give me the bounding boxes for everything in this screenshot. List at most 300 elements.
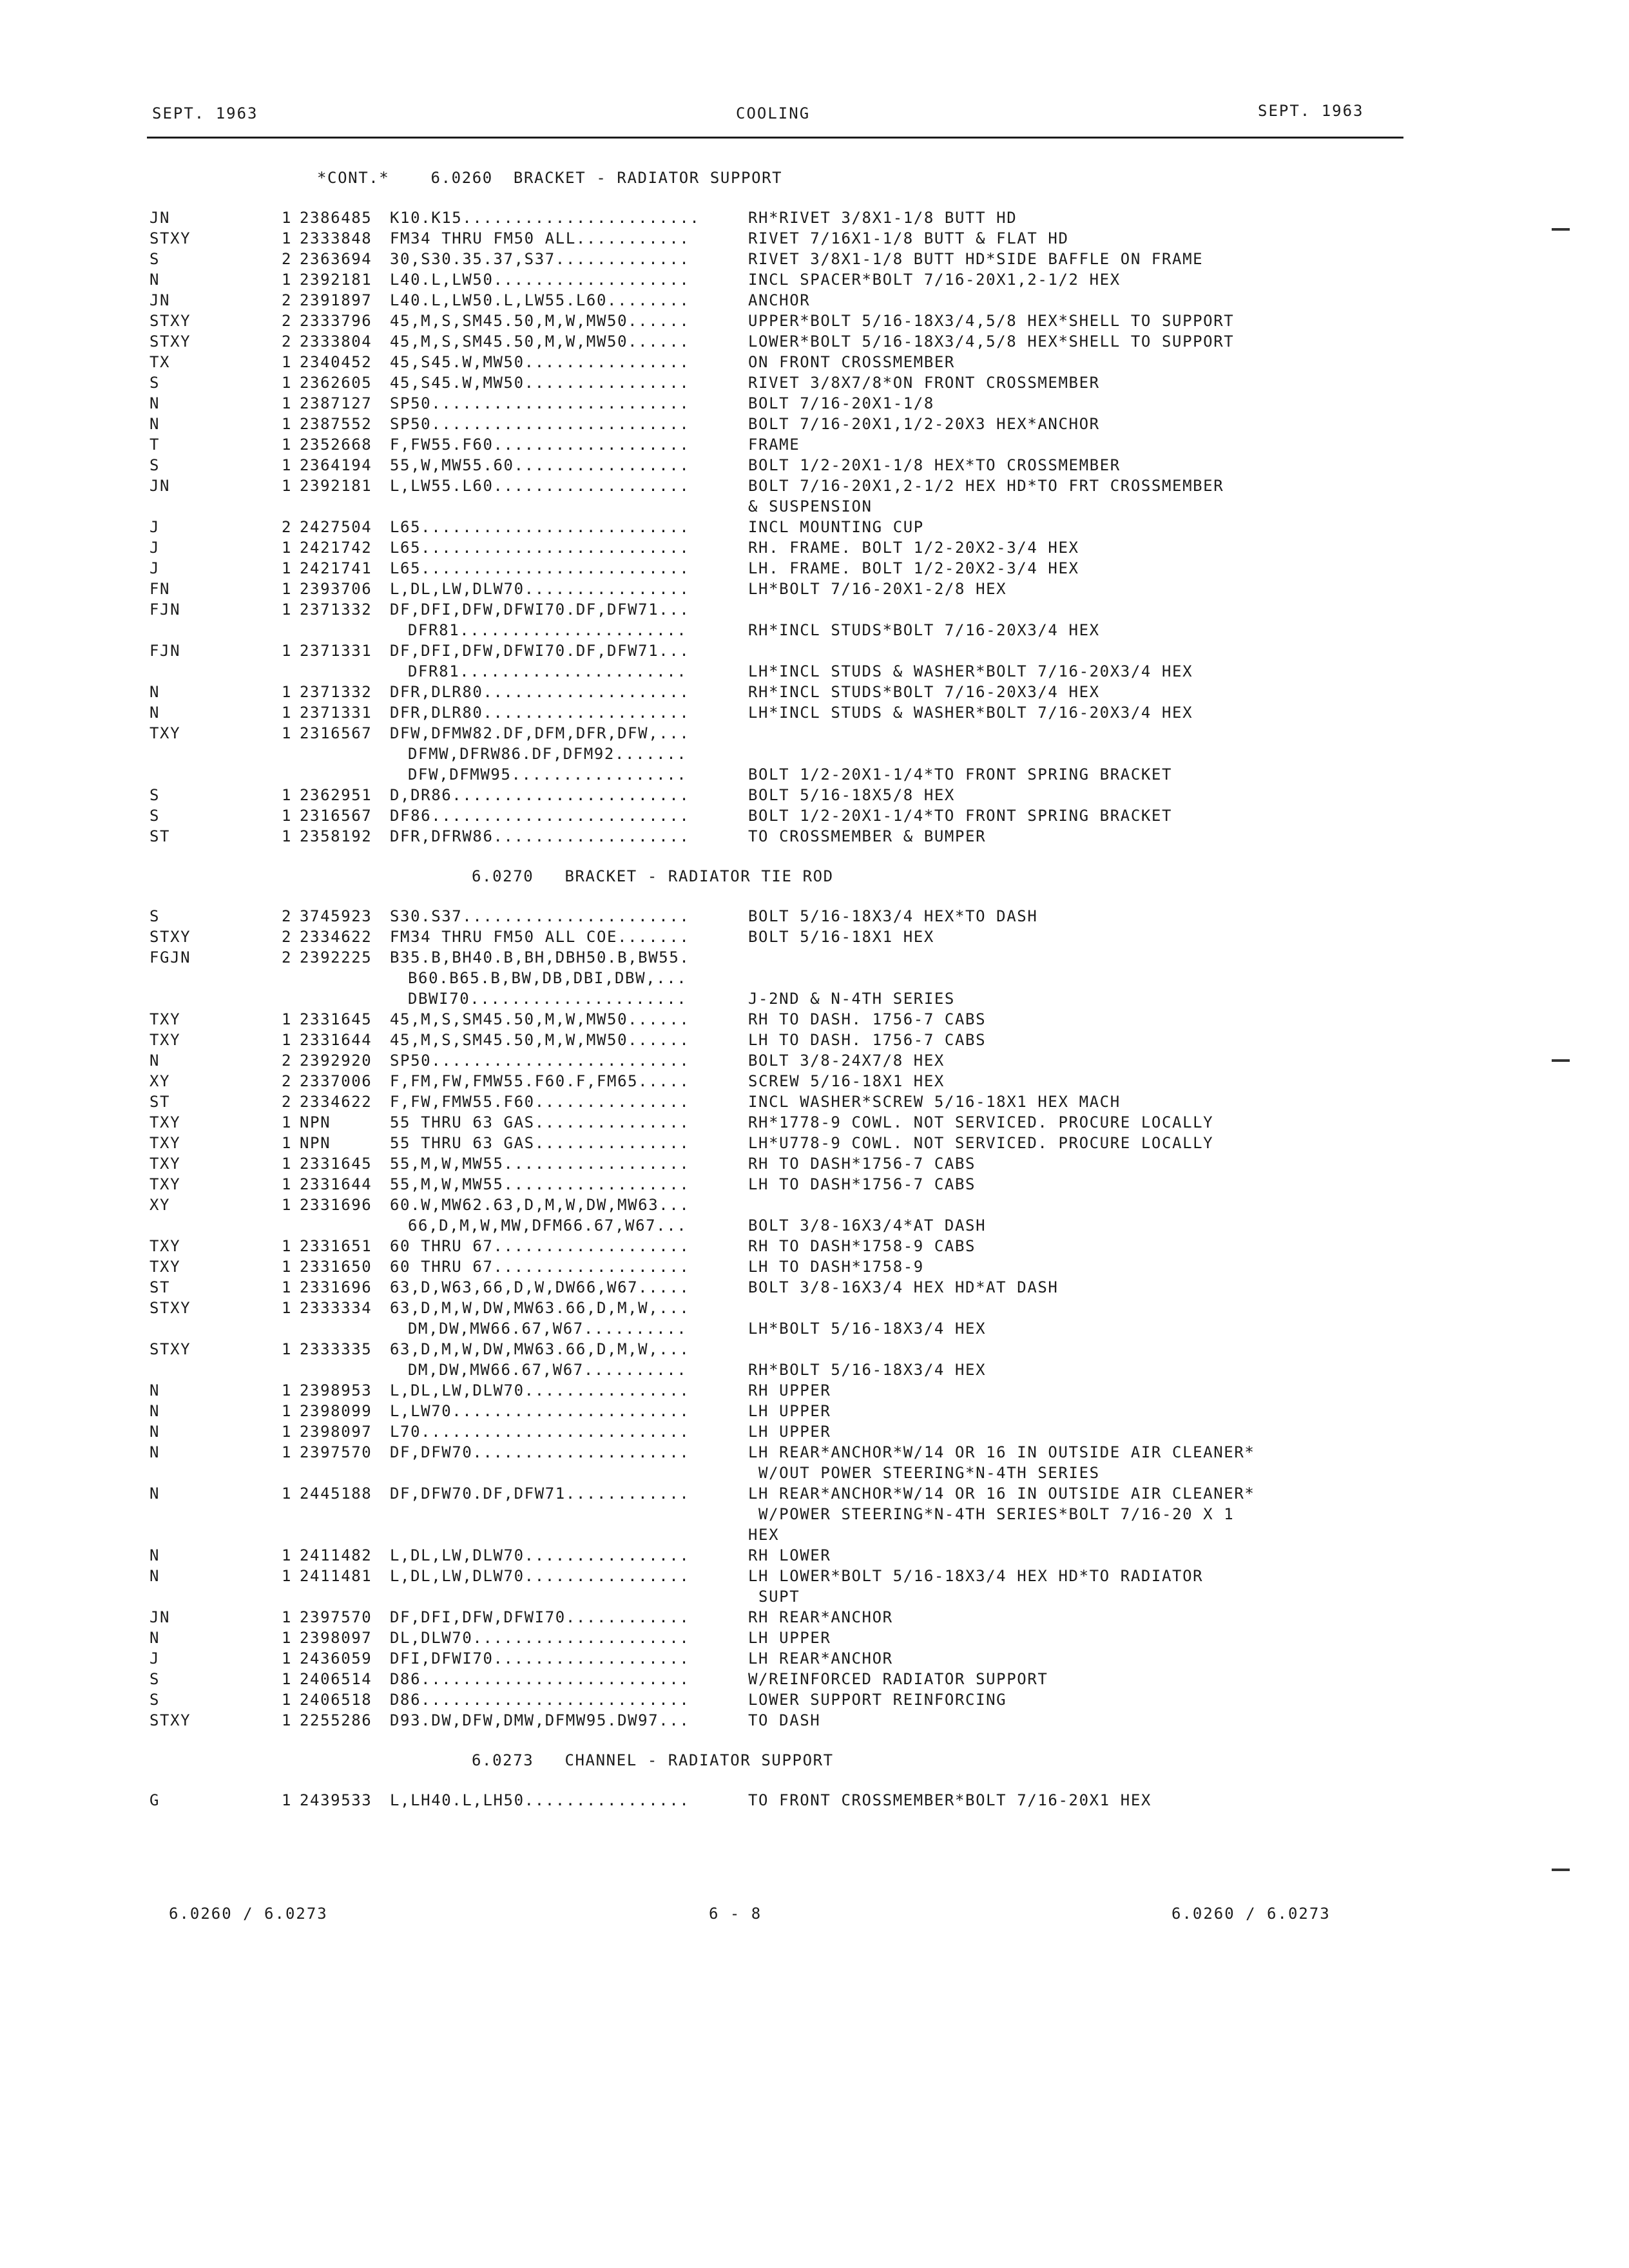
part-number: 2333804 (300, 332, 372, 351)
quantity: 1 (282, 724, 293, 742)
application: 60.W,MW62.63,D,M,W,DW,MW63... (390, 1196, 690, 1214)
part-row (149, 414, 1374, 434)
description: BOLT 1/2-20X1-1/4*TO FRONT SPRING BRACKET (748, 765, 1173, 783)
description (748, 1298, 1374, 1318)
application: DF,DFW70..................... (390, 1443, 690, 1461)
part-number: 2352668 (300, 436, 372, 454)
model-code (149, 1524, 282, 1545)
part-number (300, 968, 390, 988)
footer-page-number: 6 - 8 (709, 1905, 762, 1923)
quantity: 1 (282, 1546, 293, 1564)
quantity: 2 (282, 332, 293, 351)
description: LH REAR*ANCHOR (748, 1649, 893, 1667)
quantity: 1 (282, 1031, 293, 1049)
part-number: 2316567 (300, 807, 372, 825)
part-number: 2364194 (300, 456, 372, 474)
description: RH TO DASH. 1756-7 CABS (748, 1010, 987, 1028)
description: BOLT 1/2-20X1-1/8 HEX*TO CROSSMEMBER (748, 456, 1121, 474)
model-code: N (149, 1443, 160, 1461)
model-code: J (149, 1649, 160, 1667)
part-row (149, 496, 1374, 517)
model-code: N (149, 1423, 160, 1441)
description: RH LOWER (748, 1546, 831, 1564)
part-row (149, 661, 1374, 682)
part-row (149, 1009, 1374, 1030)
part-row (149, 1504, 1374, 1524)
model-code: TXY (149, 1113, 181, 1131)
part-number: 2371331 (300, 704, 372, 722)
quantity: 1 (282, 1567, 293, 1585)
quantity: 1 (282, 1443, 293, 1461)
quantity: 1 (282, 353, 293, 371)
parts-listing (149, 168, 1374, 1811)
part-row (149, 311, 1374, 331)
description: LH UPPER (748, 1402, 831, 1420)
description: LH*INCL STUDS & WASHER*BOLT 7/16-20X3/4 HEX (748, 704, 1193, 722)
model-code: TX (149, 353, 171, 371)
description: LOWER SUPPORT REINFORCING (748, 1691, 1007, 1709)
model-code (149, 1586, 282, 1607)
part-number: 2421741 (300, 559, 372, 577)
description: SUPT (748, 1588, 800, 1606)
quantity: 1 (282, 580, 293, 598)
part-number: 2398097 (300, 1423, 372, 1441)
description: ON FRONT CROSSMEMBER (748, 353, 955, 371)
application: DF86......................... (390, 807, 690, 825)
part-row (149, 1648, 1374, 1669)
model-code (149, 661, 282, 682)
section-title: 6.0273 CHANNEL - RADIATOR SUPPORT (472, 1751, 834, 1769)
part-row (149, 906, 1374, 927)
application: 45,M,S,SM45.50,M,W,MW50...... (390, 1031, 690, 1049)
part-number: 2387552 (300, 415, 372, 433)
part-number: 2436059 (300, 1649, 372, 1667)
application: F,FW55.F60................... (390, 436, 690, 454)
part-row (149, 1442, 1374, 1463)
model-code: STXY (149, 229, 191, 247)
part-number: 2333334 (300, 1299, 372, 1317)
model-code (149, 1504, 282, 1524)
description: LH*BOLT 7/16-20X1-2/8 HEX (748, 580, 1007, 598)
application: L,DL,LW,DLW70................ (390, 580, 690, 598)
model-code (149, 1215, 282, 1236)
part-row (149, 1628, 1374, 1648)
part-row (149, 764, 1374, 785)
catalog-section (149, 168, 1374, 866)
quantity: 1 (282, 1791, 293, 1809)
part-row (149, 805, 1374, 826)
quantity: 1 (282, 1485, 293, 1503)
application: L,DL,LW,DLW70................ (390, 1567, 690, 1585)
footer-range-right: 6.0260 / 6.0273 (1171, 1905, 1331, 1923)
description: SCREW 5/16-18X1 HEX (748, 1072, 945, 1090)
model-code: FJN (149, 642, 181, 660)
quantity (282, 744, 300, 764)
part-number: 2391897 (300, 291, 372, 309)
part-number (300, 1504, 390, 1524)
application: B60.B65.B,BW,DB,DBI,DBW,... (408, 969, 688, 987)
model-code: XY (149, 1072, 171, 1090)
part-row (149, 455, 1374, 476)
part-number (300, 764, 390, 785)
part-number: 2334622 (300, 928, 372, 946)
margin-tick-mark (1552, 1869, 1570, 1871)
description: INCL WASHER*SCREW 5/16-18X1 HEX MACH (748, 1093, 1121, 1111)
description (748, 968, 1374, 988)
quantity: 1 (282, 1258, 293, 1276)
part-row (149, 1030, 1374, 1050)
description (748, 1195, 1374, 1215)
part-number: NPN (300, 1113, 331, 1131)
part-number: 2439533 (300, 1791, 372, 1809)
description: W/OUT POWER STEERING*N-4TH SERIES (748, 1464, 1100, 1482)
part-number: 2331645 (300, 1155, 372, 1173)
spacer (149, 847, 1374, 866)
application: L40.L,LW50.L,LW55.L60........ (390, 291, 690, 309)
part-number: 2362605 (300, 374, 372, 392)
model-code: G (149, 1791, 160, 1809)
quantity: 1 (282, 1649, 293, 1667)
part-number: 2406518 (300, 1691, 372, 1709)
margin-tick-mark (1552, 1059, 1570, 1062)
application: DL,DLW70..................... (390, 1629, 690, 1647)
application: D86.......................... (390, 1691, 690, 1709)
model-code: N (149, 704, 160, 722)
part-row (149, 1483, 1374, 1504)
application (390, 1524, 748, 1545)
part-row (149, 1153, 1374, 1174)
part-row (149, 1669, 1374, 1689)
part-number: 2392920 (300, 1052, 372, 1070)
description (748, 744, 1374, 764)
part-number: 2363694 (300, 250, 372, 268)
part-number: 2397570 (300, 1608, 372, 1626)
part-number: 2337006 (300, 1072, 372, 1090)
quantity: 2 (282, 250, 293, 268)
application: DFW,DFMW95................. (408, 765, 688, 783)
application: SP50......................... (390, 394, 690, 412)
part-row (149, 1463, 1374, 1483)
application: L65.......................... (390, 539, 690, 557)
part-number (300, 1524, 390, 1545)
application: 55,M,W,MW55.................. (390, 1175, 690, 1193)
description: BOLT 3/8-16X3/4*AT DASH (748, 1216, 987, 1235)
description: LH REAR*ANCHOR*W/14 OR 16 IN OUTSIDE AIR CLEANER* (748, 1443, 1255, 1461)
description: TO FRONT CROSSMEMBER*BOLT 7/16-20X1 HEX (748, 1791, 1152, 1809)
application: B35.B,BH40.B,BH,DBH50.B,BW55. (390, 948, 690, 966)
part-number: NPN (300, 1134, 331, 1152)
model-code: T (149, 436, 160, 454)
application: DF,DFI,DFW,DFWI70.DF,DFW71... (390, 601, 690, 619)
application: L,DL,LW,DLW70................ (390, 1381, 690, 1399)
catalog-section (149, 1750, 1374, 1811)
model-code: N (149, 1052, 160, 1070)
model-code: ST (149, 827, 171, 845)
model-code: N (149, 394, 160, 412)
application: 45,M,S,SM45.50,M,W,MW50...... (390, 312, 690, 330)
application: 45,S45.W,MW50................ (390, 374, 690, 392)
part-row (149, 1401, 1374, 1421)
application: SP50......................... (390, 1052, 690, 1070)
quantity (282, 968, 300, 988)
model-code (149, 764, 282, 785)
description: W/POWER STEERING*N-4TH SERIES*BOLT 7/16-20 X 1 (748, 1505, 1235, 1523)
description: LH LOWER*BOLT 5/16-18X3/4 HEX HD*TO RADIATOR (748, 1567, 1204, 1585)
model-code (149, 744, 282, 764)
description: RH TO DASH*1758-9 CABS (748, 1237, 976, 1255)
application: DF,DFI,DFW,DFWI70............ (390, 1608, 690, 1626)
description (748, 599, 1374, 620)
model-code: TXY (149, 724, 181, 742)
quantity: 1 (282, 374, 293, 392)
part-row (149, 352, 1374, 372)
part-number: 2371332 (300, 683, 372, 701)
application: FM34 THRU FM50 ALL........... (390, 229, 690, 247)
description: BOLT 1/2-20X1-1/4*TO FRONT SPRING BRACKET (748, 807, 1173, 825)
footer-range-left: 6.0260 / 6.0273 (169, 1905, 328, 1923)
description: TO DASH (748, 1711, 821, 1729)
quantity: 1 (282, 1134, 293, 1152)
part-number: 2397570 (300, 1443, 372, 1461)
model-code: ST (149, 1278, 171, 1296)
part-number (300, 1215, 390, 1236)
description: LH*BOLT 5/16-18X3/4 HEX (748, 1320, 987, 1338)
description: RIVET 3/8X1-1/8 BUTT HD*SIDE BAFFLE ON FRAME (748, 250, 1204, 268)
header-date-right: SEPT. 1963 (1258, 102, 1364, 120)
description: LH. FRAME. BOLT 1/2-20X2-3/4 HEX (748, 559, 1079, 577)
model-code (149, 988, 282, 1009)
model-code: N (149, 271, 160, 289)
description: RH UPPER (748, 1381, 831, 1399)
quantity: 1 (282, 807, 293, 825)
part-number: 2333796 (300, 312, 372, 330)
model-code: JN (149, 209, 171, 227)
model-code: S (149, 374, 160, 392)
part-number: 2371332 (300, 601, 372, 619)
model-code: N (149, 683, 160, 701)
part-row (149, 785, 1374, 805)
model-code: S (149, 1691, 160, 1709)
model-code: STXY (149, 928, 191, 946)
description: LH*U778-9 COWL. NOT SERVICED. PROCURE LOCALLY (748, 1134, 1214, 1152)
application: L65.......................... (390, 518, 690, 536)
spacer (149, 188, 1374, 207)
model-code: TXY (149, 1155, 181, 1173)
part-row (149, 1174, 1374, 1195)
quantity: 1 (282, 827, 293, 845)
section-title: 6.0270 BRACKET - RADIATOR TIE ROD (472, 867, 834, 885)
part-number: 2392225 (300, 948, 372, 966)
part-number (300, 661, 390, 682)
part-number: 2427504 (300, 518, 372, 536)
part-row (149, 517, 1374, 537)
quantity (282, 1463, 300, 1483)
model-code: STXY (149, 1711, 191, 1729)
part-number: 2333848 (300, 229, 372, 247)
model-code: STXY (149, 1299, 191, 1317)
description: BOLT 7/16-20X1,1/2-20X3 HEX*ANCHOR (748, 415, 1100, 433)
part-row (149, 723, 1374, 744)
part-row (149, 1071, 1374, 1091)
part-number: 2362951 (300, 786, 372, 804)
quantity: 1 (282, 1299, 293, 1317)
part-number: 2386485 (300, 209, 372, 227)
part-number: 2334622 (300, 1093, 372, 1111)
model-code (149, 496, 282, 517)
part-number (300, 1360, 390, 1380)
quantity: 1 (282, 1629, 293, 1647)
part-row (149, 393, 1374, 414)
part-number: 2387127 (300, 394, 372, 412)
application (390, 1586, 748, 1607)
part-row (149, 1318, 1374, 1339)
application: DFR81...................... (408, 662, 688, 680)
application: 63,D,W63,66,D,W,DW66,W67..... (390, 1278, 690, 1296)
part-row (149, 1790, 1374, 1811)
quantity (282, 1215, 300, 1236)
model-code: N (149, 1402, 160, 1420)
application (390, 1463, 748, 1483)
application: L,DL,LW,DLW70................ (390, 1546, 690, 1564)
application: F,FW,FMW55.F60............... (390, 1093, 690, 1111)
description: RIVET 3/8X7/8*ON FRONT CROSSMEMBER (748, 374, 1100, 392)
part-number: 3745923 (300, 907, 372, 925)
part-number: 2331644 (300, 1031, 372, 1049)
quantity: 1 (282, 1113, 293, 1131)
quantity: 1 (282, 1402, 293, 1420)
part-number: 2333335 (300, 1340, 372, 1358)
part-number: 2331651 (300, 1237, 372, 1255)
application: DFI,DFWI70................... (390, 1649, 690, 1667)
model-code: JN (149, 477, 171, 495)
quantity: 1 (282, 1670, 293, 1688)
application: SP50......................... (390, 415, 690, 433)
part-row (149, 599, 1374, 620)
model-code: S (149, 907, 160, 925)
quantity: 1 (282, 559, 293, 577)
application: 55 THRU 63 GAS............... (390, 1113, 690, 1131)
quantity (282, 661, 300, 682)
part-row (149, 1236, 1374, 1256)
description: W/REINFORCED RADIATOR SUPPORT (748, 1670, 1048, 1688)
model-code: FJN (149, 601, 181, 619)
quantity: 2 (282, 312, 293, 330)
catalog-section (149, 866, 1374, 1750)
application: L,LW55.L60................... (390, 477, 690, 495)
description: INCL MOUNTING CUP (748, 518, 924, 536)
application: DM,DW,MW66.67,W67.......... (408, 1361, 688, 1379)
description: RH*INCL STUDS*BOLT 7/16-20X3/4 HEX (748, 621, 1100, 639)
part-row (149, 207, 1374, 228)
quantity: 1 (282, 394, 293, 412)
model-code: S (149, 807, 160, 825)
part-row (149, 1091, 1374, 1112)
part-row (149, 1545, 1374, 1566)
description: BOLT 7/16-20X1,2-1/2 HEX HD*TO FRT CROSSMEMBER (748, 477, 1224, 495)
application: D,DR86....................... (390, 786, 690, 804)
part-number: 2340452 (300, 353, 372, 371)
description: LH UPPER (748, 1629, 831, 1647)
quantity: 1 (282, 642, 293, 660)
part-row (149, 1360, 1374, 1380)
model-code: STXY (149, 1340, 191, 1358)
quantity: 1 (282, 1381, 293, 1399)
part-number: 2398099 (300, 1402, 372, 1420)
model-code: N (149, 1629, 160, 1647)
part-row (149, 269, 1374, 290)
model-code: TXY (149, 1134, 181, 1152)
application: S30.S37...................... (390, 907, 690, 925)
part-row (149, 434, 1374, 455)
part-number: 2392181 (300, 271, 372, 289)
part-number: 2393706 (300, 580, 372, 598)
header-date-left: SEPT. 1963 (152, 104, 258, 122)
quantity (282, 620, 300, 640)
description: RH*1778-9 COWL. NOT SERVICED. PROCURE LOCALLY (748, 1113, 1214, 1131)
description: J-2ND & N-4TH SERIES (748, 990, 955, 1008)
part-number: 2392181 (300, 477, 372, 495)
application (390, 1504, 748, 1524)
part-row (149, 1710, 1374, 1731)
part-row (149, 927, 1374, 947)
model-code: J (149, 539, 160, 557)
part-row (149, 1050, 1374, 1071)
application: DFMW,DFRW86.DF,DFM92....... (408, 745, 688, 763)
description: ANCHOR (748, 291, 811, 309)
application: FM34 THRU FM50 ALL COE....... (390, 928, 690, 946)
quantity: 1 (282, 1196, 293, 1214)
application: DFR,DLR80.................... (390, 704, 690, 722)
model-code: N (149, 1381, 160, 1399)
application: DFW,DFMW82.DF,DFM,DFR,DFW,... (390, 724, 690, 742)
description: LH TO DASH. 1756-7 CABS (748, 1031, 987, 1049)
description (748, 640, 1374, 661)
model-code: TXY (149, 1175, 181, 1193)
quantity: 1 (282, 229, 293, 247)
quantity: 2 (282, 1052, 293, 1070)
model-code: S (149, 1670, 160, 1688)
part-row (149, 1256, 1374, 1277)
description: RIVET 7/16X1-1/8 BUTT & FLAT HD (748, 229, 1069, 247)
part-row (149, 1195, 1374, 1215)
part-number (300, 1586, 390, 1607)
part-row (149, 968, 1374, 988)
part-row (149, 988, 1374, 1009)
quantity: 1 (282, 1608, 293, 1626)
part-number (300, 988, 390, 1009)
application (390, 496, 748, 517)
model-code: N (149, 1567, 160, 1585)
quantity: 1 (282, 436, 293, 454)
part-number: 2358192 (300, 827, 372, 845)
quantity: 2 (282, 1072, 293, 1090)
part-number: 2398953 (300, 1381, 372, 1399)
quantity: 1 (282, 271, 293, 289)
part-row (149, 640, 1374, 661)
part-number: 2316567 (300, 724, 372, 742)
application: DFR,DFRW86................... (390, 827, 690, 845)
application: L70.......................... (390, 1423, 690, 1441)
application: DF,DFW70.DF,DFW71............ (390, 1485, 690, 1503)
description: UPPER*BOLT 5/16-18X3/4,5/8 HEX*SHELL TO SUPPORT (748, 312, 1235, 330)
application: 63,D,M,W,DW,MW63.66,D,M,W,... (390, 1299, 690, 1317)
header-divider (147, 137, 1403, 139)
part-number (300, 1463, 390, 1483)
model-code: ST (149, 1093, 171, 1111)
part-row (149, 1298, 1374, 1318)
quantity: 1 (282, 1175, 293, 1193)
quantity: 1 (282, 786, 293, 804)
